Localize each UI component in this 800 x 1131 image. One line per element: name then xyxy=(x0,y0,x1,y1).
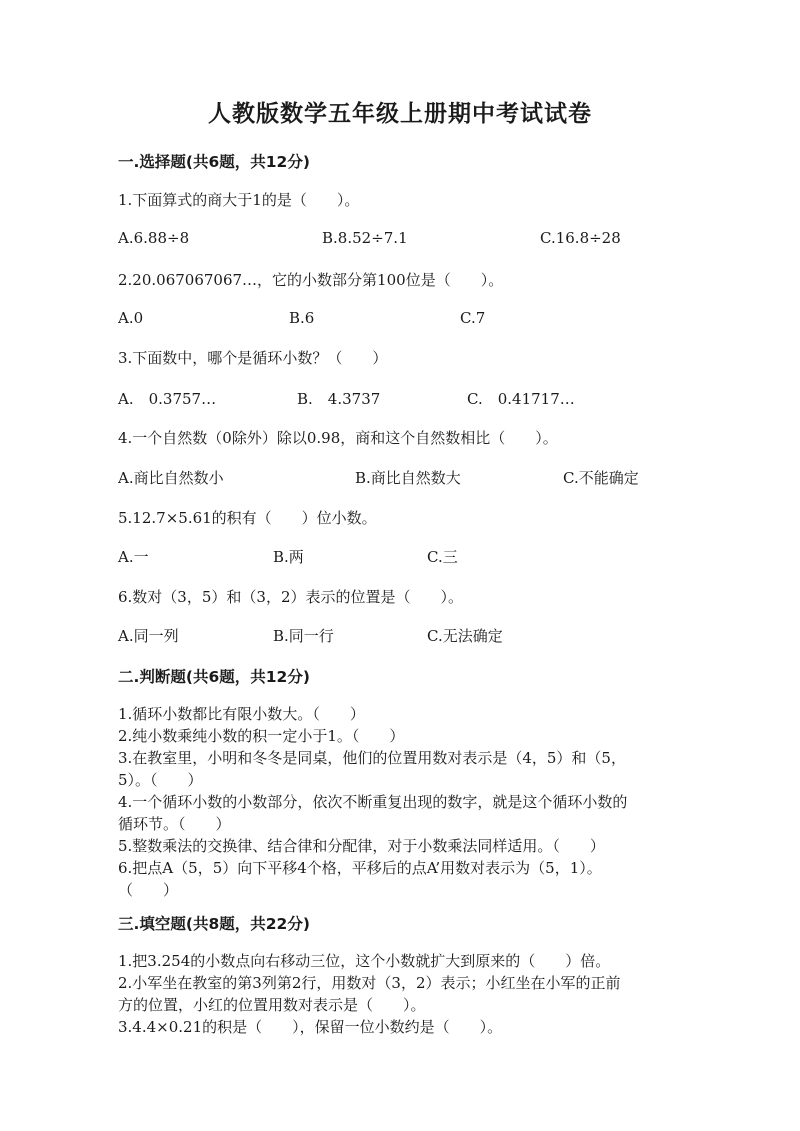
judgement-line: 3.在教室里，小明和冬冬是同桌，他们的位置用数对表示是（4，5）和（5， xyxy=(118,749,626,767)
option-c: C.无法确定 xyxy=(427,627,503,645)
section-heading-choice: 一.选择题(共6题，共12分) xyxy=(118,153,310,171)
option-c: C.三 xyxy=(427,548,458,566)
question-6: 6.数对（3，5）和（3，2）表示的位置是（ ）。 xyxy=(118,588,463,606)
fill-in-line: 3.4.4×0.21的积是（ ），保留一位小数约是（ ）。 xyxy=(118,1018,503,1036)
option-b: B.商比自然数大 xyxy=(355,469,461,487)
judgement-line: 6.把点A（5，5）向下平移4个格，平移后的点A’用数对表示为（5，1）。 xyxy=(118,859,602,877)
option-a: A. 0.3757… xyxy=(118,390,217,408)
question-4: 4.一个自然数（0除外）除以0.98，商和这个自然数相比（ ）。 xyxy=(118,429,558,447)
judgement-line: 2.纯小数乘纯小数的积一定小于1。（ ） xyxy=(118,727,405,745)
judgement-line: 1.循环小数都比有限小数大。（ ） xyxy=(118,705,365,723)
judgement-line: 4.一个循环小数的小数部分，依次不断重复出现的数字，就是这个循环小数的 xyxy=(118,793,628,811)
option-a: A.同一列 xyxy=(118,627,179,645)
option-b: B.同一行 xyxy=(273,627,334,645)
option-c: C.16.8÷28 xyxy=(540,229,621,247)
option-a: A.一 xyxy=(118,548,149,566)
option-c: C.7 xyxy=(460,309,486,327)
question-5: 5.12.7×5.61的积有（ ）位小数。 xyxy=(118,509,377,527)
option-c: C. 0.41717… xyxy=(467,390,575,408)
option-a: A.商比自然数小 xyxy=(118,469,224,487)
section-heading-judgement: 二.判断题(共6题，共12分) xyxy=(118,668,310,686)
fill-in-line: 2.小军坐在教室的第3列第2行，用数对（3，2）表示；小红坐在小军的正前 xyxy=(118,974,621,992)
section-heading-fill-in: 三.填空题(共8题，共22分) xyxy=(118,915,310,933)
option-b: B.两 xyxy=(273,548,304,566)
judgement-line: （ ） xyxy=(118,881,179,899)
judgement-line: 5）。（ ） xyxy=(118,771,203,789)
option-b: B. 4.3737 xyxy=(297,390,381,408)
fill-in-line: 方的位置，小红的位置用数对表示是（ ）。 xyxy=(118,996,426,1014)
question-3: 3.下面数中，哪个是循环小数？（ ） xyxy=(118,349,388,367)
fill-in-line: 1.把3.254的小数点向右移动三位，这个小数就扩大到原来的（ ）倍。 xyxy=(118,952,611,970)
question-1: 1.下面算式的商大于1的是（ ）。 xyxy=(118,191,360,209)
question-2: 2.20.067067067…，它的小数部分第100位是（ ）。 xyxy=(118,271,504,289)
page-title: 人教版数学五年级上册期中考试试卷 xyxy=(208,100,592,127)
judgement-line: 5.整数乘法的交换律、结合律和分配律，对于小数乘法同样适用。（ ） xyxy=(118,837,605,855)
option-a: A.0 xyxy=(118,309,144,327)
option-c: C.不能确定 xyxy=(563,469,639,487)
option-b: B.6 xyxy=(289,309,315,327)
judgement-line: 循环节。（ ） xyxy=(118,815,231,833)
option-b: B.8.52÷7.1 xyxy=(322,229,408,247)
option-a: A.6.88÷8 xyxy=(118,229,190,247)
